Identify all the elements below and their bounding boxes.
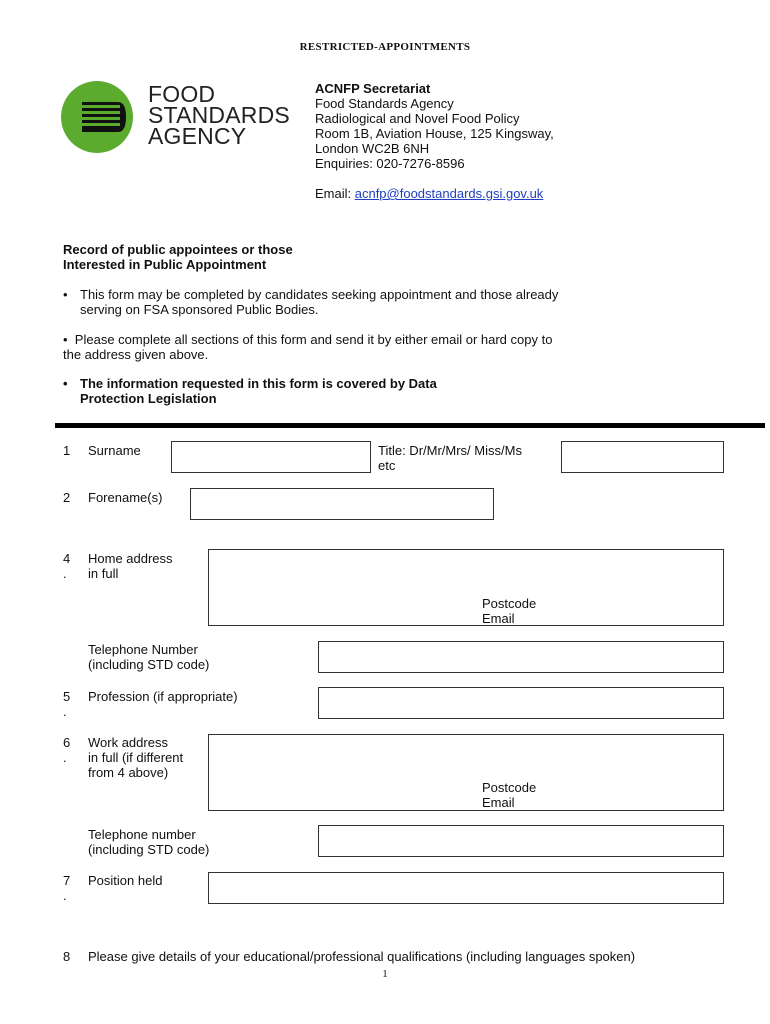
bullet-1 [63, 287, 68, 302]
work-address-input[interactable] [208, 734, 724, 811]
work-address-label-line: in full (if different [88, 750, 184, 765]
qualifications-label: Please give details of your educational/professional qualifications (including languages spoken) [88, 949, 636, 964]
home-address-input[interactable] [208, 549, 724, 626]
address-line: London WC2B 6NH [315, 141, 430, 156]
question-number-line: 4 [63, 551, 71, 566]
home-postcode-label: Postcode [482, 596, 537, 611]
work-telephone-label-line: (including STD code) [88, 842, 210, 857]
title-input[interactable] [561, 441, 724, 473]
bullet-text-line: The information requested in this form is covered by Data [80, 376, 437, 391]
secretariat-address [315, 81, 554, 201]
form-heading [63, 242, 293, 272]
logo-line-standards: STANDARDS [148, 102, 290, 128]
home-telephone-label [88, 642, 209, 672]
question-number-line: . [63, 704, 67, 719]
home-address-label-line: in full [88, 566, 119, 581]
question-number: 2 [63, 490, 71, 505]
title-label-line: etc [378, 458, 396, 473]
bullet-text-line: Protection Legislation [80, 391, 217, 406]
home-telephone-input[interactable] [318, 641, 724, 673]
section-divider [55, 423, 765, 428]
work-address-label [88, 735, 183, 780]
email-link[interactable]: acnfp@foodstandards.gsi.gov.uk [354, 186, 544, 201]
bullet-3-text [80, 376, 437, 406]
document-classification: RESTRICTED-APPOINTMENTS [299, 41, 471, 53]
question-number [63, 551, 70, 581]
bullet-2 [63, 332, 552, 362]
logo-line-food: FOOD [148, 81, 216, 107]
question-number-line: . [63, 566, 67, 581]
position-held-input[interactable] [208, 872, 724, 904]
address-line: Food Standards Agency [315, 96, 454, 111]
home-postcode-email [482, 596, 536, 626]
work-telephone-label-line: Telephone number [88, 827, 196, 842]
bullet-3 [63, 376, 68, 391]
logo-line-agency: AGENCY [148, 123, 247, 149]
surname-input[interactable] [171, 441, 371, 473]
question-number-line: 6 [63, 735, 71, 750]
surname-label: Surname [88, 443, 141, 458]
work-address-label-line: Work address [88, 735, 168, 750]
question-number-line: . [63, 888, 67, 903]
home-email-label: Email [482, 611, 515, 626]
forename-label: Forename(s) [88, 490, 163, 505]
logo-wordmark [148, 81, 290, 149]
work-postcode-label: Postcode [482, 780, 537, 795]
forename-input[interactable] [190, 488, 494, 520]
bullet-1-text [80, 287, 558, 317]
email-line [315, 186, 554, 201]
question-number [63, 689, 70, 719]
form-heading-line: Interested in Public Appointment [63, 257, 267, 272]
bullet-text-line: serving on FSA sponsored Public Bodies. [80, 302, 319, 317]
title-label-line: Title: Dr/Mr/Mrs/ Miss/Ms [378, 443, 522, 458]
bullet-icon: • [63, 332, 68, 347]
email-label: Email: [315, 186, 355, 201]
question-number: 8 [63, 949, 71, 964]
question-number: 1 [63, 443, 71, 458]
page-number: 1 [382, 968, 388, 980]
home-address-label [88, 551, 173, 581]
home-address-label-line: Home address [88, 551, 173, 566]
address-line: Room 1B, Aviation House, 125 Kingsway, [315, 126, 554, 141]
question-number-line: 5 [63, 689, 71, 704]
home-telephone-label-line: Telephone Number [88, 642, 198, 657]
bullet-text-line: This form may be completed by candidates seeking appointment and those already [80, 287, 559, 302]
question-number-line: . [63, 750, 67, 765]
bullet-icon: • [63, 287, 68, 302]
profession-label: Profession (if appropriate) [88, 689, 238, 704]
enquiries-line: Enquiries: 020-7276-8596 [315, 156, 465, 171]
work-telephone-input[interactable] [318, 825, 724, 857]
bullet-text-line: Please complete all sections of this form and send it by either email or hard copy to [74, 332, 553, 347]
address-title: ACNFP Secretariat [315, 81, 431, 96]
work-postcode-email [482, 780, 536, 810]
work-email-label: Email [482, 795, 515, 810]
title-label [378, 443, 522, 473]
question-number [63, 873, 70, 903]
address-line: Radiological and Novel Food Policy [315, 111, 520, 126]
question-number-line: 7 [63, 873, 71, 888]
home-telephone-label-line: (including STD code) [88, 657, 210, 672]
bullet-icon: • [63, 376, 68, 391]
question-number [63, 735, 70, 765]
food-standards-agency-logo-icon [60, 80, 140, 154]
work-address-label-line: from 4 above) [88, 765, 169, 780]
work-telephone-label [88, 827, 209, 857]
bullet-text-line: the address given above. [63, 347, 209, 362]
profession-input[interactable] [318, 687, 724, 719]
form-heading-line: Record of public appointees or those [63, 242, 293, 257]
position-held-label: Position held [88, 873, 163, 888]
